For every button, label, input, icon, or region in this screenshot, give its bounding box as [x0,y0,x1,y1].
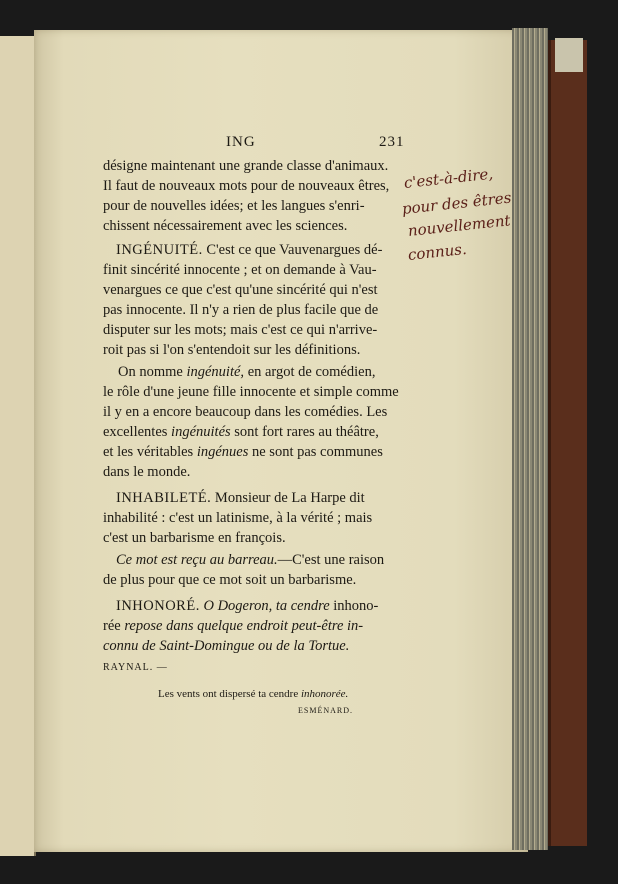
text-line: de plus pour que ce mot soit un barbarisme. [103,572,357,588]
italic-term: ingénues [196,444,249,460]
text-span: en argot de comédien, [244,364,376,380]
entry-inhabilete [116,490,365,507]
italic-term: repose dans quelque endroit peut-être in- [124,618,364,634]
entry-text: Monsieur de La Harpe dit [214,490,365,506]
italic-term: inhonorée. [300,688,349,700]
italic-term: Ce mot est reçu au barreau. [116,552,278,568]
entry-text: C'est ce que Vauvenargues dé- [206,242,383,258]
text-line: c'est un barbarisme en françois. [103,530,286,546]
book-page [34,30,528,852]
text-span: et les véritables [103,444,197,460]
text-line [103,638,349,655]
text-line: pour de nouvelles idées; et les langues s'enri- [103,198,365,214]
text-span: inhono- [333,598,379,614]
text-line: il y en a encore beaucoup dans les comédies. Les [103,404,388,420]
text-line: inhabilité : c'est un latinisme, à la vérité ; mais [103,510,373,526]
headword: INHONORÉ. [116,598,200,614]
italic-term: ingénuité, [186,364,245,380]
page-number: 231 [379,134,405,150]
text-line: venargues ce que c'est qu'une sincérité qui n'est [103,282,378,298]
text-span: —C'est une raison [277,552,385,568]
handwritten-note-line: c'est-à-dire, [403,164,494,192]
text-line: dans le monde. [103,464,191,480]
page-edges [512,28,548,850]
italic-term: O Dogeron, ta cendre [203,598,330,614]
text-line: désigne maintenant une grande classe d'animaux. [103,158,389,174]
text-span: excellentes [103,424,172,440]
text-line: roit pas si l'on s'entendoit sur les définitions. [103,342,361,358]
text-line: finit sincérité innocente ; et on demande à Vau- [103,262,377,278]
italic-term: ingénuités [171,424,231,440]
facing-page-edge [0,36,36,856]
handwritten-note-line: connus. [407,239,468,264]
quote-line [158,688,348,700]
headword: INGÉNUITÉ. [116,242,203,258]
text-line: disputer sur les mots; mais c'est ce qui n'arrive- [103,322,378,338]
text-span: ne sont pas communes [248,444,383,460]
text-line [103,618,363,635]
text-line [116,552,384,569]
text-span: sont fort rares au théâtre, [230,424,379,440]
text-line [103,444,383,461]
text-span: On nomme [118,364,187,380]
handwritten-note-line: nouvellement [407,211,512,240]
italic-term: connu de Saint-Domingue ou de la Tortue. [103,638,350,654]
entry-inhonore [116,598,378,615]
headword: INHABILETÉ. [116,490,212,506]
text-line [118,364,375,381]
running-head: ING [226,134,256,150]
text-line: pas innocente. Il n'y a rien de plus facile que de [103,302,379,318]
source-citation: ESMÉNARD. [298,706,354,715]
text-line: Il faut de nouveaux mots pour de nouveaux êtres, [103,178,390,194]
text-span: rée [103,618,121,634]
handwritten-note-line: pour des êtres [401,188,513,218]
text-line: le rôle d'une jeune fille innocente et simple comme [103,384,399,400]
cover-corner [555,38,583,72]
source-citation: RAYNAL. — [103,662,168,673]
text-line: chissent nécessairement avec les sciences. [103,218,348,234]
book-cover [548,40,587,846]
text-span: Les vents ont dispersé ta cendre [158,688,299,700]
text-line [103,424,379,441]
entry-ingenuite [116,242,382,259]
